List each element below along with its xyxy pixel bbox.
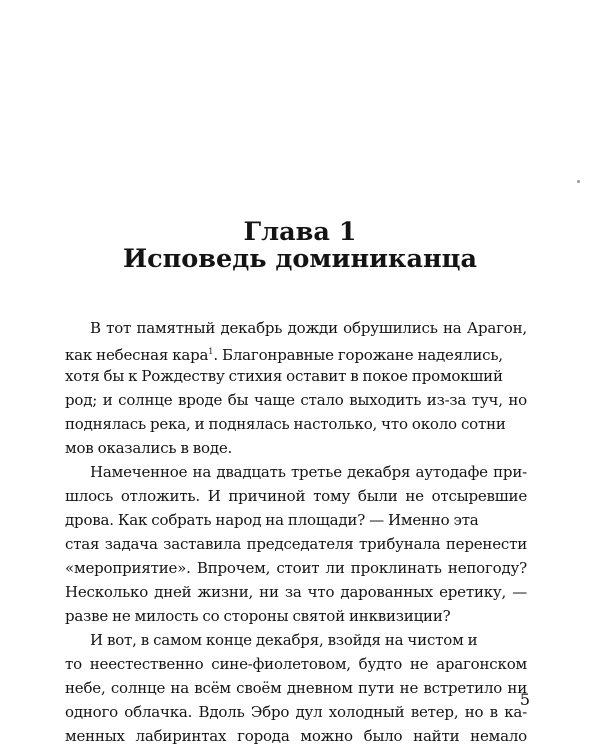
text-line: небе, солнце на всём своём дневном пути не встретило ни	[65, 679, 527, 697]
text-line: дрова. Как собрать народ на площади? — Именно эта	[65, 511, 479, 529]
text-line: одного облачка. Вдоль Эбро дул холодный ветер, но в ка-	[65, 703, 527, 721]
text-line	[65, 340, 527, 364]
scan-speck	[577, 180, 580, 183]
text-line: И вот, в самом конце декабря, взойдя на чистом и	[90, 631, 478, 649]
text-line: менных лабиринтах города можно было найти немало	[65, 727, 527, 745]
body-text	[65, 316, 527, 750]
text-line: поднялась река, и поднялась настолько, что около сотни	[65, 415, 506, 433]
text-fragment: как небесная кара	[65, 346, 209, 364]
text-line: хотя бы к Рождеству стихия оставит в покое промокший	[65, 367, 503, 385]
chapter-title: Исповедь доминиканца	[122, 244, 478, 274]
text-line: «мероприятие». Впрочем, стоит ли проклинать непогоду?	[65, 559, 527, 577]
text-line: мов оказались в воде.	[65, 439, 233, 457]
text-line: Несколько дней жизни, ни за что дарованных еретику, —	[65, 583, 527, 601]
text-line: Намеченное на двадцать третье декабря аутодафе при-	[90, 463, 527, 481]
text-line: В тот памятный декабрь дожди обрушились на Арагон,	[90, 319, 527, 337]
text-line: разве не милость со стороны святой инквизиции?	[65, 607, 451, 625]
chapter-number: Глава 1	[243, 217, 357, 247]
text-fragment: . Благонравные горожане надеялись,	[213, 346, 503, 364]
footnote-marker: 1	[208, 347, 214, 356]
text-line: то неестественно сине-фиолетовом, будто не арагонском	[65, 655, 527, 673]
page-number: 5	[519, 690, 530, 709]
text-line: шлось отложить. И причиной тому были не отсыревшие	[65, 487, 527, 505]
text-line: род; и солнце вроде бы чаще стало выходить из-за туч, но	[65, 391, 527, 409]
text-line: стая задача заставила председателя трибунала перенести	[65, 535, 527, 553]
